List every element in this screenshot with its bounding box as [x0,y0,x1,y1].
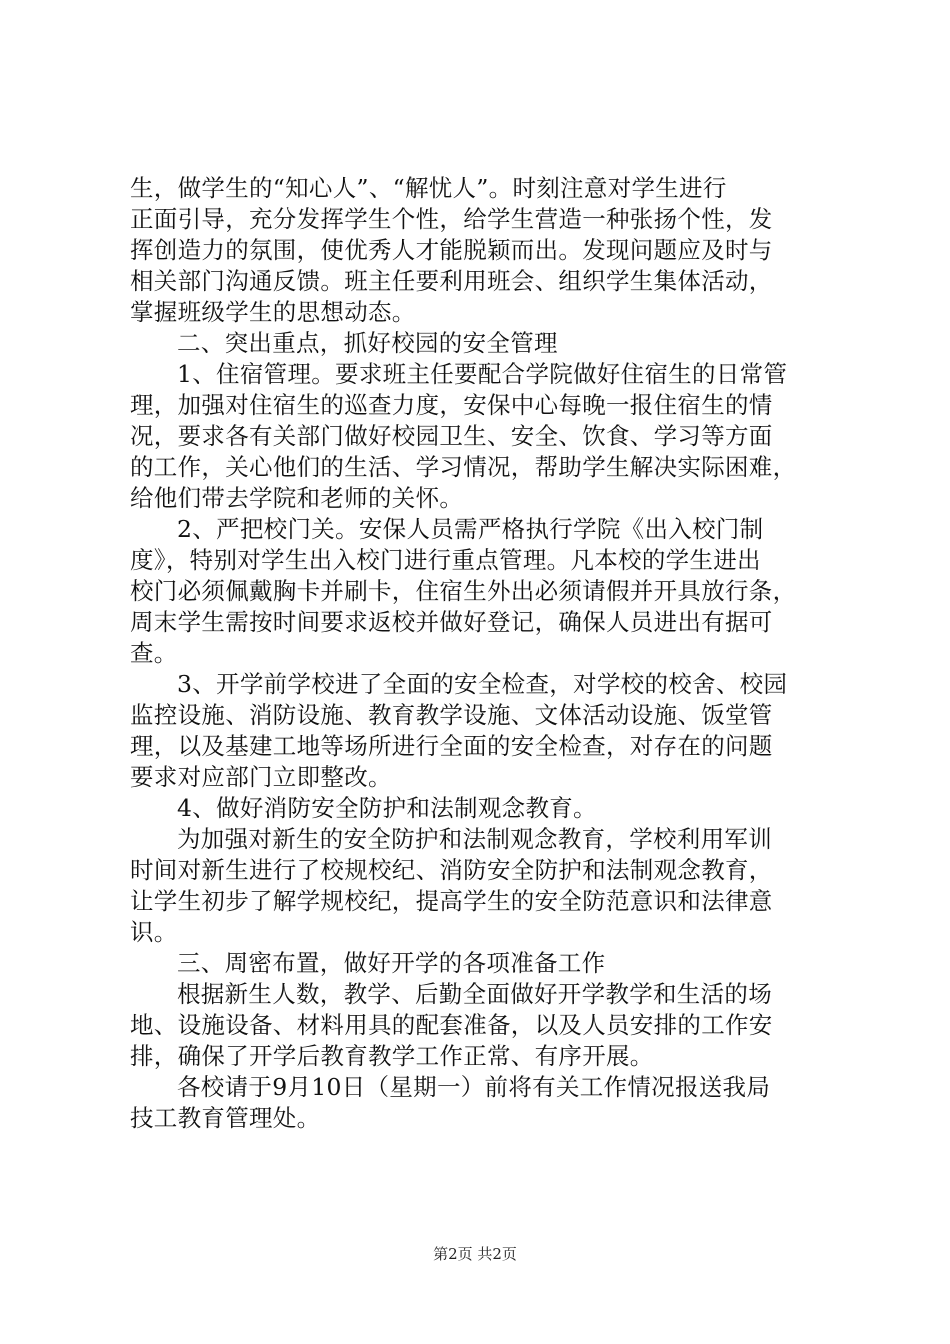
text-line: 的工作，关心他们的生活、学习情况，帮助学生解决实际困难， [130,453,797,481]
text-line: 识。 [130,918,178,946]
text-line: 掌握班级学生的思想动态。 [130,298,416,326]
text-line: 理，以及基建工地等场所进行全面的安全检查，对存在的问题 [130,732,773,760]
text-line: 查。 [130,639,178,667]
text-line: 挥创造力的氛围，使优秀人才能脱颖而出。发现问题应及时与 [130,236,773,264]
text-line: 度》，特别对学生出入校门进行重点管理。凡本校的学生进出 [130,546,761,574]
text-line: 4、做好消防安全防护和法制观念教育。 [177,794,597,822]
text-line: 各校请于9月10日（星期一）前将有关工作情况报送我局 [177,1073,771,1101]
text-line: 让学生初步了解学规校纪，提高学生的安全防范意识和法律意 [130,887,773,915]
text-line: 技工教育管理处。 [130,1104,321,1132]
text-line: 1、住宿管理。要求班主任要配合学院做好住宿生的日常管 [177,360,788,388]
text-line: 3、开学前学校进了全面的安全检查，对学校的校舍、校园 [177,670,788,698]
text-line: 要求对应部门立即整改。 [130,763,392,791]
text-line: 周末学生需按时间要求返校并做好登记，确保人员进出有据可 [130,608,773,636]
text-line: 2、严把校门关。安保人员需严格执行学院《出入校门制 [177,515,764,543]
page-footer: 第2页 共2页 [433,1245,517,1263]
text-line: 生，做学生的“知心人”、“解忧人”。时刻注意对学生进行 [130,174,727,202]
text-line: 根据新生人数，教学、后勤全面做好开学教学和生活的场 [177,980,772,1008]
text-line: 理，加强对住宿生的巡查力度，安保中心每晚一报住宿生的情 [130,391,773,419]
text-line: 时间对新生进行了校规校纪、消防安全防护和法制观念教育， [130,856,773,884]
text-line: 正面引导，充分发挥学生个性，给学生营造一种张扬个性，发 [130,205,773,233]
text-line: 二、突出重点，抓好校园的安全管理 [177,329,558,357]
text-line: 况，要求各有关部门做好校园卫生、安全、饮食、学习等方面 [130,422,773,450]
text-line: 监控设施、消防设施、教育教学设施、文体活动设施、饭堂管 [130,701,773,729]
text-line: 三、周密布置，做好开学的各项准备工作 [177,949,606,977]
text-line: 校门必须佩戴胸卡并刷卡，住宿生外出必须请假并开具放行条， [130,577,797,605]
text-line: 排，确保了开学后教育教学工作正常、有序开展。 [130,1042,654,1070]
text-line: 给他们带去学院和老师的关怀。 [130,484,464,512]
text-line: 为加强对新生的安全防护和法制观念教育，学校利用军训 [177,825,772,853]
text-line: 相关部门沟通反馈。班主任要利用班会、组织学生集体活动， [130,267,773,295]
document-body [130,173,830,1134]
text-line: 地、设施设备、材料用具的配套准备，以及人员安排的工作安 [130,1011,773,1039]
